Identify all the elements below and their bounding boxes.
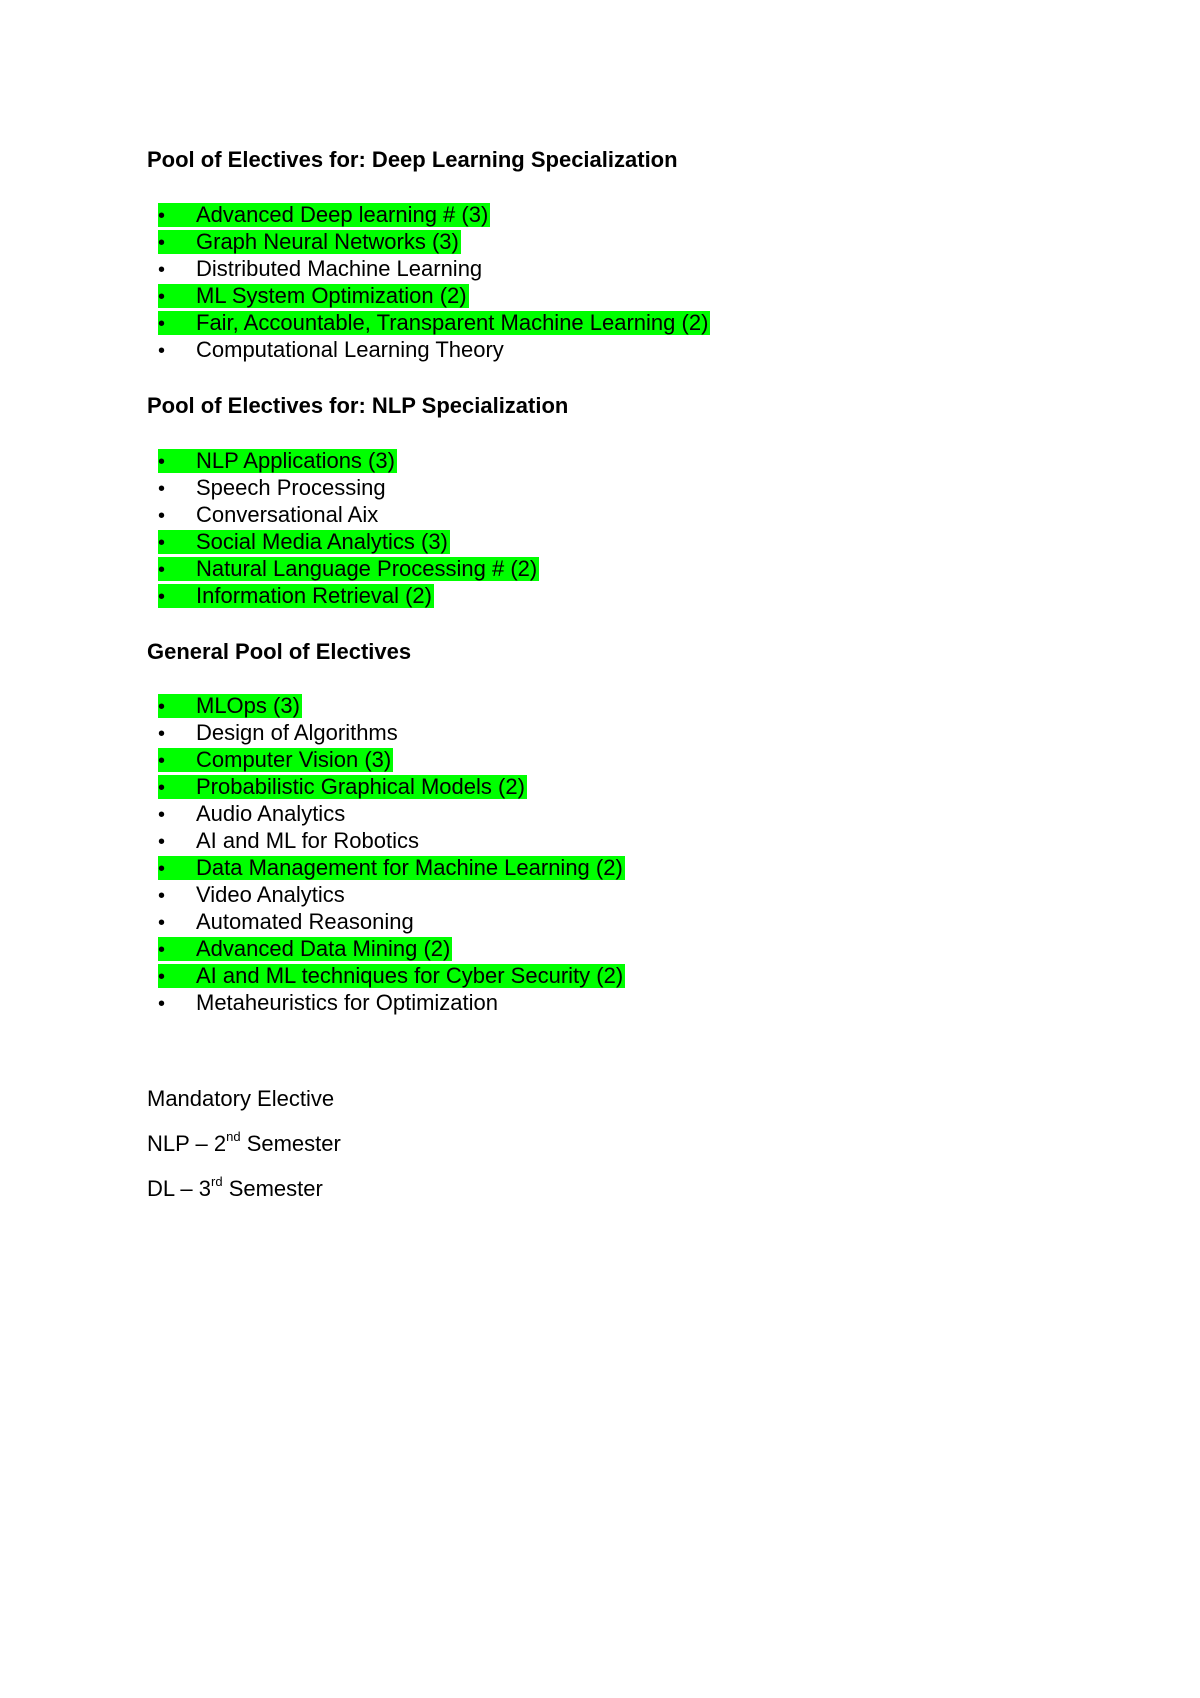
elective-label: AI and ML techniques for Cyber Security (2) [196, 963, 624, 988]
elective-list-deep-learning [158, 201, 710, 363]
list-item [158, 962, 625, 989]
elective-label: Computer Vision (3) [196, 747, 392, 772]
bullet-icon: • [158, 532, 166, 554]
bullet-icon: • [158, 205, 166, 227]
list-item [158, 309, 710, 336]
item-highlight [158, 311, 710, 335]
list-item [158, 282, 710, 309]
nlp-suffix: Semester [240, 1131, 341, 1156]
list-item [158, 255, 710, 282]
list-item [158, 528, 539, 555]
elective-label: Video Analytics [196, 882, 345, 907]
elective-label: MLOps (3) [196, 693, 300, 718]
item-highlight [158, 991, 500, 1015]
list-item [158, 908, 625, 935]
item-highlight [158, 694, 302, 718]
bullet-icon: • [158, 478, 166, 500]
elective-label: Metaheuristics for Optimization [196, 990, 498, 1015]
item-highlight [158, 284, 469, 308]
list-item [158, 228, 710, 255]
elective-label: Automated Reasoning [196, 909, 414, 934]
list-item [158, 692, 625, 719]
item-highlight [158, 503, 380, 527]
bullet-icon: • [158, 777, 166, 799]
elective-label: Computational Learning Theory [196, 337, 504, 362]
item-highlight [158, 721, 400, 745]
elective-label: Data Management for Machine Learning (2) [196, 855, 623, 880]
bullet-icon: • [158, 723, 166, 745]
item-highlight [158, 449, 397, 473]
elective-label: AI and ML for Robotics [196, 828, 419, 853]
elective-label: Advanced Data Mining (2) [196, 936, 451, 961]
nlp-ordinal-suffix: nd [226, 1128, 241, 1144]
list-item [158, 582, 539, 609]
elective-label: Distributed Machine Learning [196, 256, 483, 281]
bullet-icon: • [158, 559, 166, 581]
bullet-icon: • [158, 939, 166, 961]
elective-label: NLP Applications (3) [196, 448, 395, 473]
mandatory-nlp-semester [147, 1128, 341, 1157]
dl-suffix: Semester [222, 1176, 323, 1201]
item-highlight [158, 937, 452, 961]
section-heading-general: General Pool of Electives [147, 639, 412, 664]
item-highlight [158, 584, 434, 608]
elective-label: Conversational Aix [196, 502, 379, 527]
list-item [158, 447, 539, 474]
bullet-icon: • [158, 340, 166, 362]
elective-label: Social Media Analytics (3) [196, 529, 448, 554]
section-heading-nlp: Pool of Electives for: NLP Specialization [147, 393, 569, 418]
bullet-icon: • [158, 505, 166, 527]
list-item [158, 881, 625, 908]
item-highlight [158, 338, 506, 362]
bullet-icon: • [158, 885, 166, 907]
section-heading-deep-learning: Pool of Electives for: Deep Learning Specialization [147, 147, 678, 172]
item-highlight [158, 883, 347, 907]
bullet-icon: • [158, 804, 166, 826]
item-highlight [158, 964, 625, 988]
list-item [158, 746, 625, 773]
bullet-icon: • [158, 313, 166, 335]
list-item [158, 827, 625, 854]
bullet-icon: • [158, 831, 166, 853]
list-item [158, 935, 625, 962]
bullet-icon: • [158, 451, 166, 473]
elective-label: Information Retrieval (2) [196, 583, 432, 608]
list-item [158, 773, 625, 800]
elective-label: Natural Language Processing # (2) [196, 556, 538, 581]
bullet-icon: • [158, 232, 166, 254]
item-highlight [158, 257, 484, 281]
list-item [158, 719, 625, 746]
elective-label: Graph Neural Networks (3) [196, 229, 459, 254]
nlp-prefix: NLP – 2 [147, 1131, 227, 1156]
elective-list-nlp [158, 447, 539, 609]
list-item [158, 336, 710, 363]
list-item [158, 854, 625, 881]
dl-prefix: DL – 3 [147, 1176, 212, 1201]
list-item [158, 989, 625, 1016]
item-highlight [158, 203, 490, 227]
elective-label: Speech Processing [196, 475, 386, 500]
item-highlight [158, 856, 625, 880]
elective-list-general [158, 692, 625, 1016]
list-item [158, 474, 539, 501]
item-highlight [158, 910, 416, 934]
bullet-icon: • [158, 259, 166, 281]
bullet-icon: • [158, 858, 166, 880]
bullet-icon: • [158, 286, 166, 308]
elective-label: Advanced Deep learning # (3) [196, 202, 489, 227]
elective-label: Probabilistic Graphical Models (2) [196, 774, 525, 799]
elective-label: Audio Analytics [196, 801, 346, 826]
bullet-icon: • [158, 912, 166, 934]
item-highlight [158, 802, 347, 826]
dl-ordinal-suffix: rd [211, 1173, 223, 1189]
item-highlight [158, 829, 421, 853]
item-highlight [158, 476, 388, 500]
bullet-icon: • [158, 696, 166, 718]
item-highlight [158, 748, 393, 772]
item-highlight [158, 530, 450, 554]
bullet-icon: • [158, 993, 166, 1015]
mandatory-elective-title: Mandatory Elective [147, 1086, 335, 1111]
elective-label: ML System Optimization (2) [196, 283, 467, 308]
bullet-icon: • [158, 966, 166, 988]
list-item [158, 201, 710, 228]
item-highlight [158, 775, 527, 799]
list-item [158, 555, 539, 582]
item-highlight [158, 230, 461, 254]
elective-label: Design of Algorithms [196, 720, 398, 745]
bullet-icon: • [158, 586, 166, 608]
mandatory-dl-semester [147, 1173, 323, 1202]
list-item [158, 501, 539, 528]
list-item [158, 800, 625, 827]
item-highlight [158, 557, 539, 581]
elective-label: Fair, Accountable, Transparent Machine Learning (2) [196, 310, 709, 335]
bullet-icon: • [158, 750, 166, 772]
